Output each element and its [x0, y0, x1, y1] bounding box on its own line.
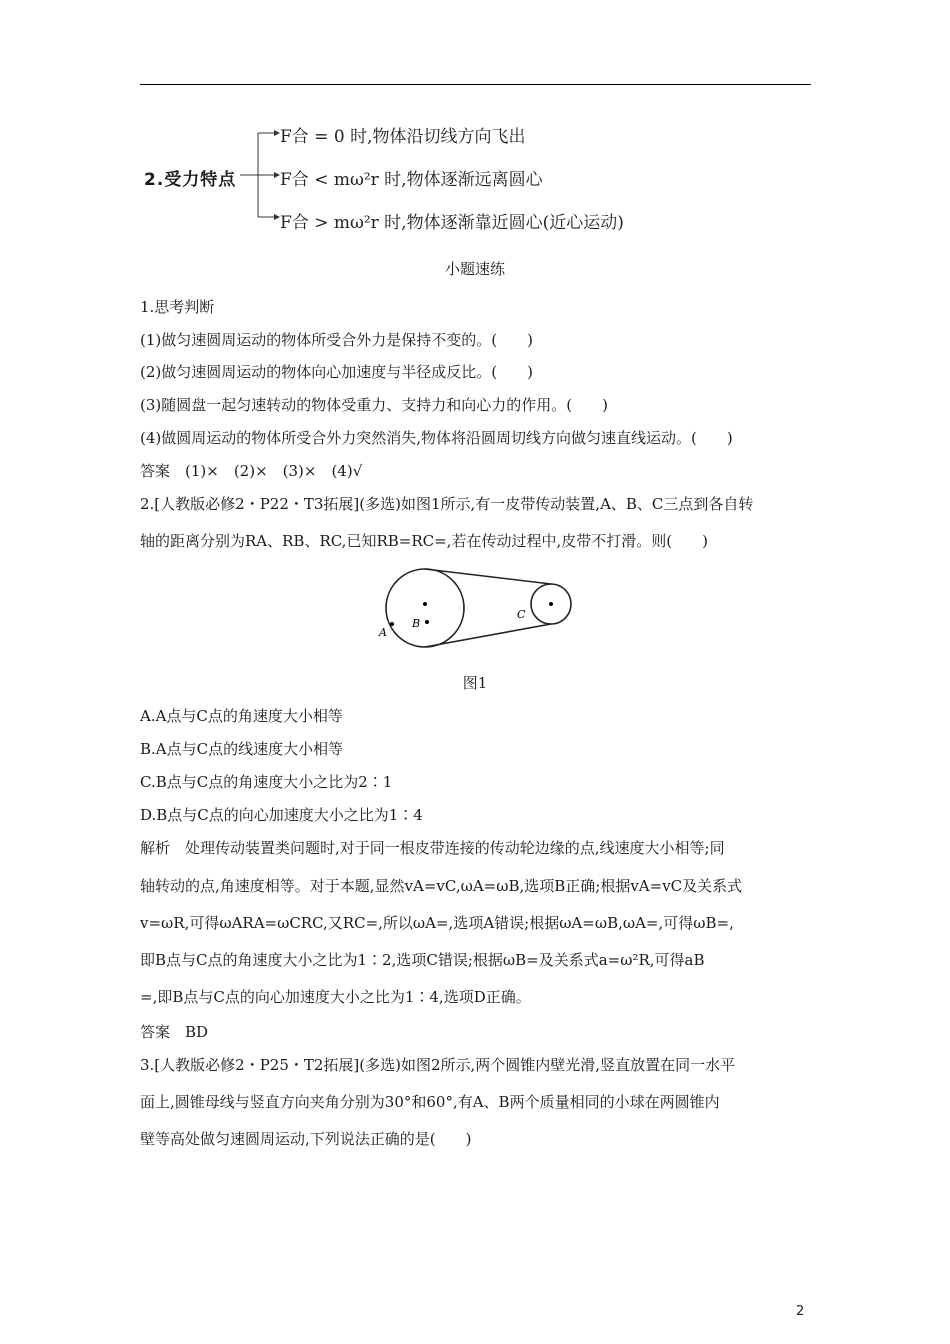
label-a: A — [379, 626, 387, 639]
answer-line: 答案 BD — [140, 1023, 209, 1041]
text-line: 轴的距离分别为RA、RB、RC,已知RB=RC=,若在传动过程中,皮带不打滑。则( ) — [140, 532, 708, 550]
answer-line: 答案 (1)× (2)× (3)× (4)√ — [140, 462, 363, 480]
point-c — [549, 602, 553, 606]
text-line: 壁等高处做匀速圆周运动,下列说法正确的是( ) — [140, 1130, 472, 1148]
explanation-line: =,即B点与C点的向心加速度大小之比为1∶4,选项D正确。 — [140, 988, 531, 1006]
force-characteristics-tree — [140, 112, 740, 242]
label-b: B — [412, 617, 421, 630]
option-a: A.A点与C点的角速度大小相等 — [140, 707, 343, 725]
page-number: 2 — [796, 1304, 805, 1319]
text-line: (1)做匀速圆周运动的物体所受合外力是保持不变的。( ) — [140, 331, 533, 349]
text-line: (2)做匀速圆周运动的物体向心加速度与半径成反比。( ) — [140, 363, 533, 381]
option-b: B.A点与C点的线速度大小相等 — [140, 740, 344, 758]
point-b — [425, 620, 429, 624]
large-pulley — [386, 569, 464, 647]
belt-drive-figure — [375, 560, 580, 659]
header-rule — [140, 84, 811, 85]
explanation-line: 轴转动的点,角速度相等。对于本题,显然vA=vC,ωA=ωB,选项B正确;根据vA=vC及关系式 — [140, 877, 743, 895]
tree-label: 2.受力特点 — [144, 170, 237, 190]
point-a — [390, 622, 394, 626]
text-line: (4)做圆周运动的物体所受合外力突然消失,物体将沿圆周切线方向做匀速直线运动。( ) — [140, 429, 733, 447]
large-pulley-center — [423, 602, 427, 606]
option-d: D.B点与C点的向心加速度大小之比为1∶4 — [140, 806, 423, 824]
section-title: 小题速练 — [444, 260, 505, 278]
text-line: 3.[人教版必修2・P25・T2拓展](多选)如图2所示,两个圆锥内壁光滑,竖直放置在同一水平 — [140, 1056, 736, 1074]
belt-top — [425, 569, 551, 584]
belt-bottom — [425, 624, 551, 647]
text-line: 1.思考判断 — [140, 298, 215, 316]
tree-branch-3: F合 > mω²r 时,物体逐渐靠近圆心(近心运动) — [280, 213, 624, 233]
figure-caption: 图1 — [462, 674, 488, 692]
text-line: (3)随圆盘一起匀速转动的物体受重力、支持力和向心力的作用。( ) — [140, 396, 608, 414]
text-line: 2.[人教版必修2・P22・T3拓展](多选)如图1所示,有一皮带传动装置,A、B、C三点到各自转 — [140, 495, 754, 513]
explanation-line: 解析 处理传动装置类问题时,对于同一根皮带连接的传动轮边缘的点,线速度大小相等;同 — [140, 839, 725, 857]
explanation-line: v=ωR,可得ωARA=ωCRC,又RC=,所以ωA=,选项A错误;根据ωA=ωB,ωA=,可得ωB=, — [140, 914, 734, 932]
tree-branch-1: F合 = 0 时,物体沿切线方向飞出 — [280, 127, 526, 147]
text-line: 面上,圆锥母线与竖直方向夹角分别为30°和60°,有A、B两个质量相同的小球在两圆锥内 — [140, 1093, 720, 1111]
tree-branch-2: F合 < mω²r 时,物体逐渐远离圆心 — [280, 170, 543, 190]
explanation-line: 即B点与C点的角速度大小之比为1∶2,选项C错误;根据ωB=及关系式a=ω²R,可得aB — [140, 951, 705, 969]
option-c: C.B点与C点的角速度大小之比为2∶1 — [140, 773, 393, 791]
label-c: C — [517, 608, 526, 621]
